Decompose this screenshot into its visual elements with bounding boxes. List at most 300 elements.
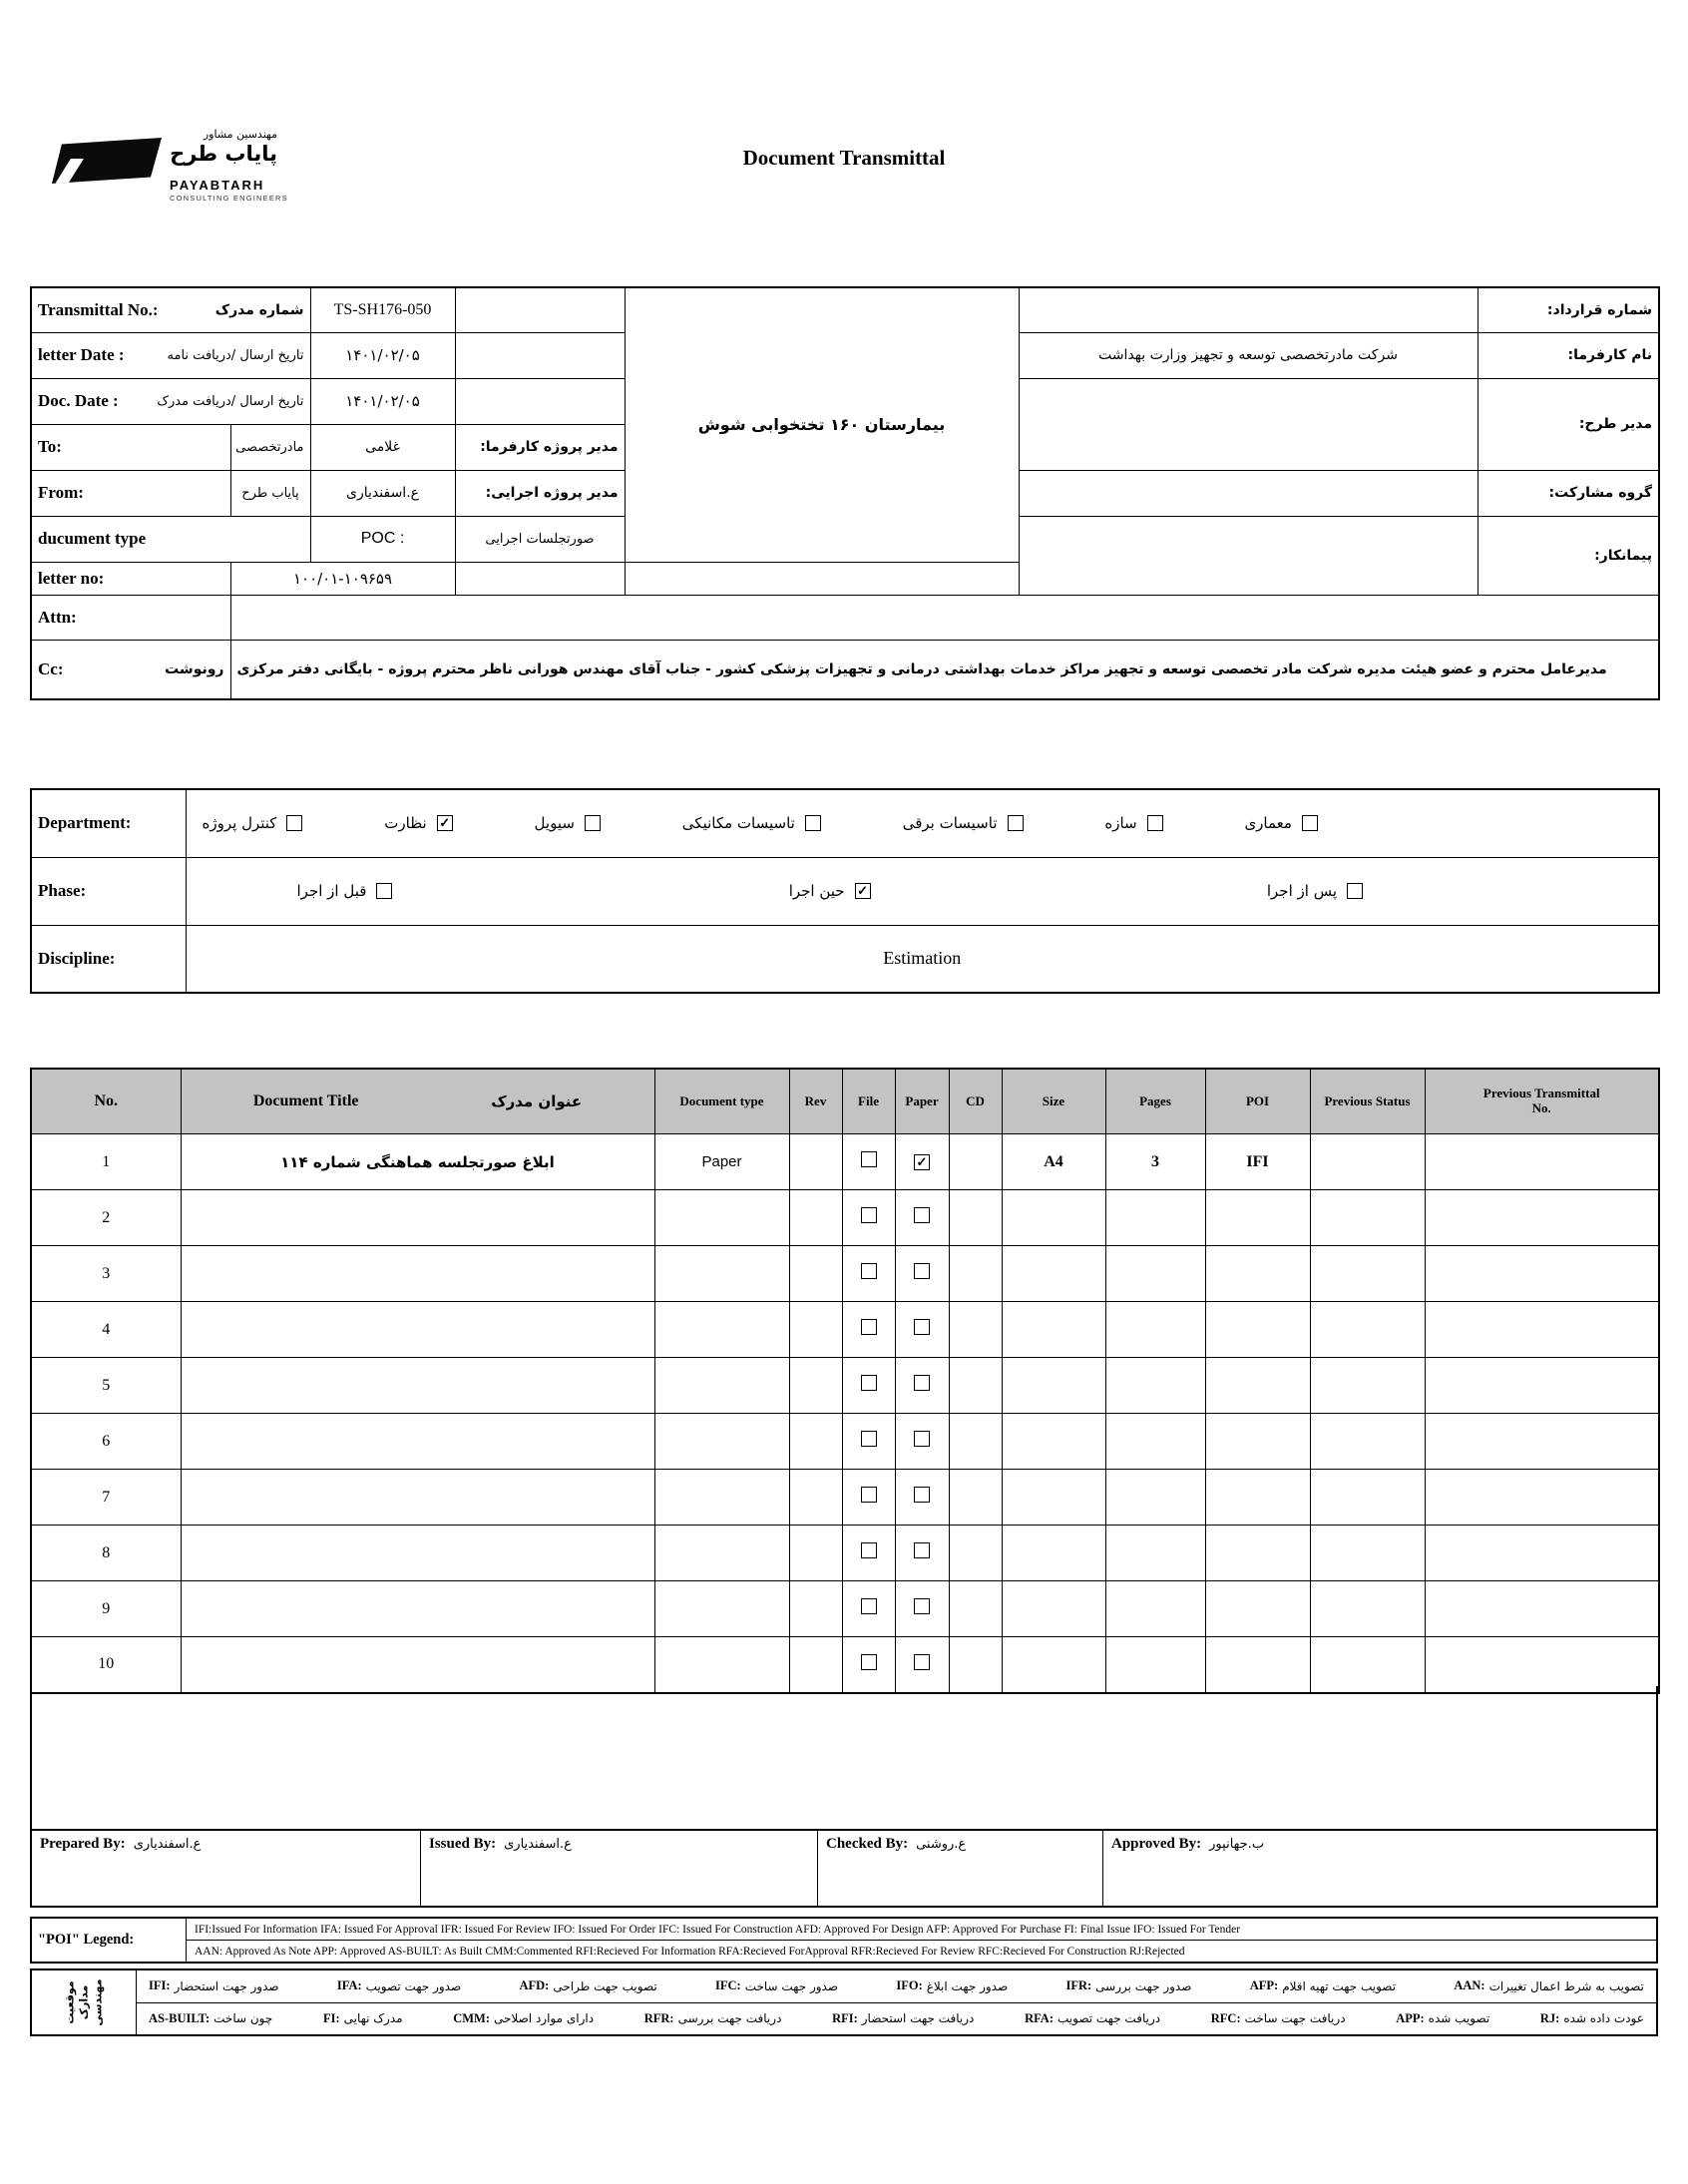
- from-label-cell: [31, 470, 230, 516]
- dept-item-label: نظارت: [384, 814, 427, 833]
- cell-prev-status: [1310, 1190, 1425, 1246]
- cell-size: [1002, 1246, 1105, 1302]
- dept-item-label: سازه: [1104, 814, 1137, 833]
- cell-prev-transmittal: [1425, 1358, 1659, 1414]
- transmittal-no-label-fa: شماره مدرک: [214, 301, 304, 318]
- poi-legend-label: "POI" Legend:: [32, 1919, 187, 1962]
- cell-rev: [789, 1190, 842, 1246]
- prepared-by-cell: [32, 1831, 421, 1906]
- poi-legend-lines: [187, 1919, 1656, 1962]
- paper-checkbox[interactable]: [914, 1487, 930, 1503]
- legend-item-ifa: IFA: صدور جهت تصویب: [336, 1978, 462, 1993]
- transmittal-no-label-cell: [31, 287, 310, 332]
- file-checkbox[interactable]: [861, 1654, 877, 1670]
- paper-checkbox[interactable]: [914, 1542, 930, 1558]
- cell-prev-status: [1310, 1526, 1425, 1581]
- cell-no: 5: [31, 1358, 181, 1414]
- legend-item-rj: RJ: عودت داده شده: [1539, 2010, 1644, 2026]
- paper-checkbox[interactable]: [914, 1263, 930, 1279]
- phase-item-after: [1267, 882, 1363, 900]
- cell-paper: [895, 1526, 949, 1581]
- cc-text: مدیرعامل محترم و عضو هیئت مدیره شرکت مادر تخصصی توسعه و تجهیز مراکز خدمات بهداشتی درمانی و تجهیزات پزشکی کشور - جناب آقای مهندس هورانی ناظر محترم پروژه - بایگانی دفتر مرکزی: [230, 640, 1659, 699]
- cell-title: [181, 1302, 654, 1358]
- from-value-fa: پایاب طرح: [230, 470, 310, 516]
- dept-item-civil: [535, 814, 601, 832]
- logo-fa-tagline: مهندسین مشاور: [203, 128, 277, 141]
- col-header-doc-type: Document type: [654, 1069, 789, 1134]
- col-header-prev-transmittal: Previous Transmittal No.: [1425, 1069, 1659, 1134]
- cell-paper: [895, 1358, 949, 1414]
- col-header-paper: Paper: [895, 1069, 949, 1134]
- table-row: [31, 1358, 1659, 1414]
- paper-checkbox[interactable]: ✓: [914, 1154, 930, 1170]
- cell-pages: [1105, 1526, 1205, 1581]
- cell-no: 4: [31, 1302, 181, 1358]
- cell-prev-status: [1310, 1358, 1425, 1414]
- doc-type-fa: صورتجلسات اجرایی: [455, 516, 625, 562]
- phase-label: Phase:: [31, 857, 186, 925]
- page-title: Document Transmittal: [742, 146, 946, 170]
- dept-item-structure: [1104, 814, 1162, 832]
- cell-prev-status: [1310, 1414, 1425, 1470]
- cell-prev-transmittal: [1425, 1414, 1659, 1470]
- cell-title: [181, 1358, 654, 1414]
- poi-legend: [30, 1917, 1658, 1964]
- dept-item-label: معماری: [1244, 814, 1292, 833]
- table-row: [31, 1581, 1659, 1637]
- cell-cd: [949, 1302, 1002, 1358]
- cell-poi: [1205, 1190, 1310, 1246]
- cell-pages: 3: [1105, 1134, 1205, 1190]
- approved-by-value: ب.جهانپور: [1209, 1837, 1265, 1852]
- attn-value-cell: [230, 595, 1659, 640]
- cell-doc-type: [654, 1246, 789, 1302]
- letter-no-label: letter no:: [38, 568, 105, 588]
- checked-by-value: ع.روشنی: [916, 1837, 967, 1852]
- cell-title: [181, 1246, 654, 1302]
- phase-checkbox-before[interactable]: [376, 883, 392, 899]
- cell-no: 8: [31, 1526, 181, 1581]
- cell-pages: [1105, 1246, 1205, 1302]
- doc-date-label-cell: [31, 378, 310, 424]
- paper-checkbox[interactable]: [914, 1431, 930, 1447]
- phase-checkbox-during[interactable]: ✓: [855, 883, 871, 899]
- cell-title: [181, 1637, 654, 1693]
- table-row: [31, 1302, 1659, 1358]
- phase-checkbox-after[interactable]: [1347, 883, 1363, 899]
- table-row: [31, 1637, 1659, 1693]
- phase-item-before: [297, 882, 393, 900]
- legend-item-ifc: IFC: صدور جهت ساخت: [714, 1978, 839, 1993]
- cell-rev: [789, 1637, 842, 1693]
- partnership-label: گروه مشارکت:: [1477, 470, 1659, 516]
- cc-label-cell: [31, 640, 230, 699]
- legend-item-aan: AAN: تصویب به شرط اعمال تغییرات: [1454, 1978, 1644, 1993]
- file-checkbox[interactable]: [861, 1375, 877, 1391]
- cell-size: [1002, 1414, 1105, 1470]
- fa-legend-side-label: موقعیت مدارک مهندسی: [63, 1978, 104, 2026]
- cell-pages: [1105, 1302, 1205, 1358]
- cell-pages: [1105, 1470, 1205, 1526]
- document-table: [30, 1068, 1660, 1694]
- cell-prev-transmittal: [1425, 1581, 1659, 1637]
- poi-legend-line-1: IFI:Issued For Information IFA: Issued For Approval IFR: Issued For Review IFO: Issued For Order IFC: Issued For Construction AFD: Approved For Design AFP: Approved For Purchase FI: Final Issue IFO: Issued For Tender: [187, 1919, 1656, 1941]
- cell-size: [1002, 1358, 1105, 1414]
- cell-pages: [1105, 1637, 1205, 1693]
- dept-checkbox-structure[interactable]: [1147, 815, 1163, 831]
- file-checkbox[interactable]: [861, 1151, 877, 1167]
- cell-prev-status: [1310, 1246, 1425, 1302]
- cell-file: [842, 1190, 895, 1246]
- file-checkbox[interactable]: [861, 1598, 877, 1614]
- cell-size: [1002, 1581, 1105, 1637]
- header-table: [30, 286, 1660, 700]
- letter-date-label-en: letter Date :: [38, 345, 125, 364]
- file-checkbox[interactable]: [861, 1263, 877, 1279]
- dept-item-label: تاسیسات برقی: [902, 814, 998, 833]
- dept-checkbox-electrical[interactable]: [1008, 815, 1024, 831]
- cell-rev: [789, 1470, 842, 1526]
- dept-item-label: کنترل پروژه: [202, 814, 277, 833]
- cell-file: [842, 1246, 895, 1302]
- fa-legend-row-1: [137, 1970, 1656, 2003]
- paper-checkbox[interactable]: [914, 1654, 930, 1670]
- cell-pages: [1105, 1414, 1205, 1470]
- cell-doc-type: [654, 1526, 789, 1581]
- discipline-value: Estimation: [186, 925, 1659, 993]
- cell-prev-transmittal: [1425, 1190, 1659, 1246]
- empty-cell: [455, 332, 625, 378]
- issued-by-value: ع.اسفندیاری: [504, 1837, 572, 1852]
- cell-poi: IFI: [1205, 1134, 1310, 1190]
- cell-file: [842, 1526, 895, 1581]
- phase-item-label: حین اجرا: [788, 882, 845, 900]
- to-person: غلامی: [310, 424, 455, 470]
- cell-pages: [1105, 1581, 1205, 1637]
- attn-label: Attn:: [38, 607, 77, 627]
- table-row: [31, 1526, 1659, 1581]
- cell-paper: [895, 1637, 949, 1693]
- cell-title: [181, 1414, 654, 1470]
- dept-checkbox-supervision[interactable]: ✓: [437, 815, 453, 831]
- cell-poi: [1205, 1526, 1310, 1581]
- col-header-title-en: Document Title: [252, 1092, 359, 1109]
- legend-item-afd: AFD: تصویب جهت طراحی: [519, 1978, 657, 1993]
- empty-cell: [455, 562, 625, 595]
- dept-checkbox-architecture[interactable]: [1302, 815, 1318, 831]
- file-checkbox[interactable]: [861, 1207, 877, 1223]
- dept-item-supervision: [384, 814, 452, 832]
- approved-by-label: Approved By:: [1111, 1836, 1202, 1852]
- col-header-title: [181, 1069, 654, 1134]
- cell-poi: [1205, 1581, 1310, 1637]
- table-row: [31, 1470, 1659, 1526]
- signature-row: [30, 1829, 1658, 1908]
- cell-title: [181, 1581, 654, 1637]
- cell-rev: [789, 1526, 842, 1581]
- cell-doc-type: [654, 1637, 789, 1693]
- cell-file: [842, 1581, 895, 1637]
- cell-doc-type: [654, 1190, 789, 1246]
- doc-type-label: ducument type: [38, 529, 147, 548]
- cell-file: [842, 1134, 895, 1190]
- cell-cd: [949, 1190, 1002, 1246]
- cell-paper: [895, 1470, 949, 1526]
- cell-doc-type: [654, 1302, 789, 1358]
- cell-rev: [789, 1358, 842, 1414]
- cell-prev-status: [1310, 1134, 1425, 1190]
- client-name-value: شرکت مادرتخصصی توسعه و تجهیز وزارت بهداشت: [1019, 332, 1477, 378]
- paper-checkbox[interactable]: [914, 1598, 930, 1614]
- empty-cell: [455, 287, 625, 332]
- empty-cell: [455, 378, 625, 424]
- cell-file: [842, 1637, 895, 1693]
- fa-legend-row-2: [137, 2003, 1656, 2035]
- project-name: بیمارستان ۱۶۰ تختخوابی شوش: [625, 287, 1019, 562]
- cell-doc-type: [654, 1470, 789, 1526]
- plan-manager-label: مدیر طرح:: [1477, 378, 1659, 470]
- cell-size: [1002, 1470, 1105, 1526]
- cell-poi: [1205, 1637, 1310, 1693]
- legend-item-rfr: RFR: دریافت جهت بررسی: [643, 2010, 782, 2026]
- cell-title: [181, 1190, 654, 1246]
- table-row: [31, 1190, 1659, 1246]
- table-row: [31, 1134, 1659, 1190]
- cell-doc-type: [654, 1581, 789, 1637]
- paper-checkbox[interactable]: [914, 1207, 930, 1223]
- cell-rev: [789, 1246, 842, 1302]
- cell-doc-type: [654, 1414, 789, 1470]
- legend-item-afp: AFP: تصویب جهت تهیه اقلام: [1249, 1978, 1397, 1993]
- col-header-cd: CD: [949, 1069, 1002, 1134]
- doc-date-label-fa: تاریخ ارسال /دریافت مدرک: [157, 393, 304, 409]
- discipline-label: Discipline:: [31, 925, 186, 993]
- phase-item-during: [789, 882, 871, 900]
- to-label: To:: [38, 437, 62, 456]
- cell-file: [842, 1414, 895, 1470]
- cell-file: [842, 1302, 895, 1358]
- cell-prev-transmittal: [1425, 1302, 1659, 1358]
- file-checkbox[interactable]: [861, 1431, 877, 1447]
- cell-prev-transmittal: [1425, 1470, 1659, 1526]
- fa-legend: [30, 1968, 1658, 2036]
- letter-date-value: ۱۴۰۱/۰۲/۰۵: [310, 332, 455, 378]
- plan-manager-value-cell: [1019, 378, 1477, 470]
- issued-by-cell: [421, 1831, 818, 1906]
- letter-no-label-cell: [31, 562, 230, 595]
- checked-by-cell: [818, 1831, 1103, 1906]
- cell-rev: [789, 1134, 842, 1190]
- cell-cd: [949, 1246, 1002, 1302]
- col-header-file: File: [842, 1069, 895, 1134]
- empty-cell: [1019, 287, 1477, 332]
- file-checkbox[interactable]: [861, 1487, 877, 1503]
- cell-rev: [789, 1302, 842, 1358]
- phase-item-label: پس از اجرا: [1266, 882, 1337, 900]
- letter-no-value: ۱۰۰/۰۱-۱۰۹۶۵۹: [230, 562, 455, 595]
- legend-item-ifi: IFI: صدور جهت استحضار: [149, 1978, 279, 1993]
- exec-pm-label: مدیر پروژه اجرایی:: [455, 470, 625, 516]
- col-header-size: Size: [1002, 1069, 1105, 1134]
- doc-date-value: ۱۴۰۱/۰۲/۰۵: [310, 378, 455, 424]
- cell-paper: [895, 1302, 949, 1358]
- doc-date-label-en: Doc. Date :: [38, 391, 119, 410]
- cell-cd: [949, 1414, 1002, 1470]
- transmittal-no-value: TS-SH176-050: [310, 287, 455, 332]
- cell-poi: [1205, 1302, 1310, 1358]
- file-checkbox[interactable]: [861, 1319, 877, 1335]
- contract-no-label: شماره قرارداد:: [1477, 287, 1659, 332]
- transmittal-no-label-en: Transmittal No.:: [38, 299, 159, 319]
- cell-prev-transmittal: [1425, 1526, 1659, 1581]
- cell-poi: [1205, 1470, 1310, 1526]
- prepared-by-value: ع.اسفندیاری: [133, 1837, 202, 1852]
- doc-type-value: POC :: [310, 516, 455, 562]
- letter-date-label-fa: تاریخ ارسال /دریافت نامه: [167, 347, 304, 363]
- cell-size: A4: [1002, 1134, 1105, 1190]
- cell-prev-status: [1310, 1581, 1425, 1637]
- cc-label-fa: رونوشت: [165, 660, 224, 677]
- dept-item-label: تاسیسات مکانیکی: [681, 814, 795, 833]
- cell-doc-type: Paper: [654, 1134, 789, 1190]
- cell-size: [1002, 1302, 1105, 1358]
- cc-label-en: Cc:: [38, 658, 64, 678]
- attn-label-cell: [31, 595, 230, 640]
- dept-item-electrical: [903, 814, 1024, 832]
- col-header-rev: Rev: [789, 1069, 842, 1134]
- cell-no: 7: [31, 1470, 181, 1526]
- cell-pages: [1105, 1190, 1205, 1246]
- cell-prev-status: [1310, 1302, 1425, 1358]
- letter-date-label-cell: [31, 332, 310, 378]
- col-header-poi: POI: [1205, 1069, 1310, 1134]
- cell-poi: [1205, 1358, 1310, 1414]
- fa-legend-side: [32, 1970, 137, 2034]
- cell-prev-status: [1310, 1470, 1425, 1526]
- cell-file: [842, 1470, 895, 1526]
- legend-item-ifr: IFR: صدور جهت بررسی: [1065, 1978, 1192, 1993]
- department-items-cell: [186, 789, 1659, 857]
- logo-en-tagline: CONSULTING ENGINEERS: [170, 194, 288, 203]
- cell-paper: [895, 1414, 949, 1470]
- cell-prev-transmittal: [1425, 1637, 1659, 1693]
- col-header-title-fa: عنوان مدرک: [491, 1092, 583, 1110]
- cell-rev: [789, 1414, 842, 1470]
- cell-title: [181, 1526, 654, 1581]
- cell-no: 3: [31, 1246, 181, 1302]
- phase-items-cell: [186, 857, 1659, 925]
- legend-item-cmm: CMM: دارای موارد اصلاحی: [453, 2010, 595, 2026]
- dept-item-mechanical: [682, 814, 821, 832]
- dept-item-project-control: [203, 814, 303, 832]
- cell-cd: [949, 1526, 1002, 1581]
- to-label-cell: [31, 424, 230, 470]
- empty-cell: [1019, 470, 1477, 516]
- cell-paper: [895, 1581, 949, 1637]
- col-header-no: No.: [31, 1069, 181, 1134]
- col-header-pages: Pages: [1105, 1069, 1205, 1134]
- poi-legend-line-2: AAN: Approved As Note APP: Approved AS-BUILT: As Built CMM:Commented RFI:Recieved For Information RFA:Recieved ForApproval RFR:Recieved For Review RFC:Recieved For Construction RJ:Rejected: [195, 1945, 1185, 1958]
- cell-no: 9: [31, 1581, 181, 1637]
- table-row: [31, 1246, 1659, 1302]
- phase-item-label: قبل از اجرا: [296, 882, 367, 900]
- cell-size: [1002, 1190, 1105, 1246]
- paper-checkbox[interactable]: [914, 1319, 930, 1335]
- cell-doc-type: [654, 1358, 789, 1414]
- client-name-label: نام کارفرما:: [1477, 332, 1659, 378]
- col-header-prev-status: Previous Status: [1310, 1069, 1425, 1134]
- cell-size: [1002, 1526, 1105, 1581]
- approved-by-cell: [1103, 1831, 1656, 1906]
- cell-rev: [789, 1581, 842, 1637]
- cell-poi: [1205, 1414, 1310, 1470]
- logo-fa-name: پایاب طرح: [170, 142, 277, 166]
- from-person: ع.اسفندیاری: [310, 470, 455, 516]
- empty-cell: [625, 562, 1019, 595]
- legend-item-rfa: RFA: دریافت جهت تصویب: [1025, 2010, 1161, 2026]
- contractor-label: پیمانکار:: [1477, 516, 1659, 595]
- from-label: From:: [38, 483, 84, 502]
- legend-item-asbuilt: AS-BUILT: چون ساخت: [149, 2010, 273, 2026]
- cell-cd: [949, 1581, 1002, 1637]
- cell-cd: [949, 1134, 1002, 1190]
- table-row: [31, 1414, 1659, 1470]
- cell-paper: [895, 1190, 949, 1246]
- issued-by-label: Issued By:: [429, 1836, 497, 1852]
- department-table: [30, 788, 1660, 994]
- notes-empty-area: [30, 1686, 1658, 1829]
- cell-no: 6: [31, 1414, 181, 1470]
- legend-item-fi: FI: مدرک نهایی: [322, 2010, 403, 2026]
- cell-cd: [949, 1358, 1002, 1414]
- dept-item-label: سیویل: [534, 814, 575, 833]
- cell-prev-status: [1310, 1637, 1425, 1693]
- dept-checkbox-civil[interactable]: [585, 815, 601, 831]
- client-pm-label: مدیر پروژه کارفرما:: [455, 424, 625, 470]
- doc-type-label-cell: [31, 516, 310, 562]
- file-checkbox[interactable]: [861, 1542, 877, 1558]
- legend-item-app: APP: تصویب شده: [1396, 2010, 1490, 2026]
- logo-en-name: PAYABTARH: [170, 178, 265, 193]
- prepared-by-label: Prepared By:: [40, 1836, 126, 1852]
- cell-cd: [949, 1470, 1002, 1526]
- dept-item-architecture: [1244, 814, 1318, 832]
- legend-item-rfi: RFI: دریافت جهت استحضار: [832, 2010, 975, 2026]
- department-label: Department:: [31, 789, 186, 857]
- paper-checkbox[interactable]: [914, 1375, 930, 1391]
- to-value-fa: مادرتخصصی: [230, 424, 310, 470]
- contractor-value-cell: [1019, 516, 1477, 595]
- checked-by-label: Checked By:: [826, 1836, 909, 1852]
- dept-checkbox-project-control[interactable]: [286, 815, 302, 831]
- legend-item-ifo: IFO: صدور جهت ابلاغ: [896, 1978, 1009, 1993]
- cell-file: [842, 1358, 895, 1414]
- dept-checkbox-mechanical[interactable]: [805, 815, 821, 831]
- cell-poi: [1205, 1246, 1310, 1302]
- legend-item-rfc: RFC: دریافت جهت ساخت: [1210, 2010, 1346, 2026]
- fa-legend-rows: [137, 1970, 1656, 2034]
- cell-cd: [949, 1637, 1002, 1693]
- cell-no: 10: [31, 1637, 181, 1693]
- cell-size: [1002, 1637, 1105, 1693]
- cell-paper: [895, 1134, 949, 1190]
- cell-no: 2: [31, 1190, 181, 1246]
- cell-title: [181, 1470, 654, 1526]
- cell-prev-transmittal: [1425, 1134, 1659, 1190]
- cell-no: 1: [31, 1134, 181, 1190]
- cell-paper: [895, 1246, 949, 1302]
- cell-title: ابلاغ صورتجلسه هماهنگی شماره ۱۱۴: [181, 1134, 654, 1190]
